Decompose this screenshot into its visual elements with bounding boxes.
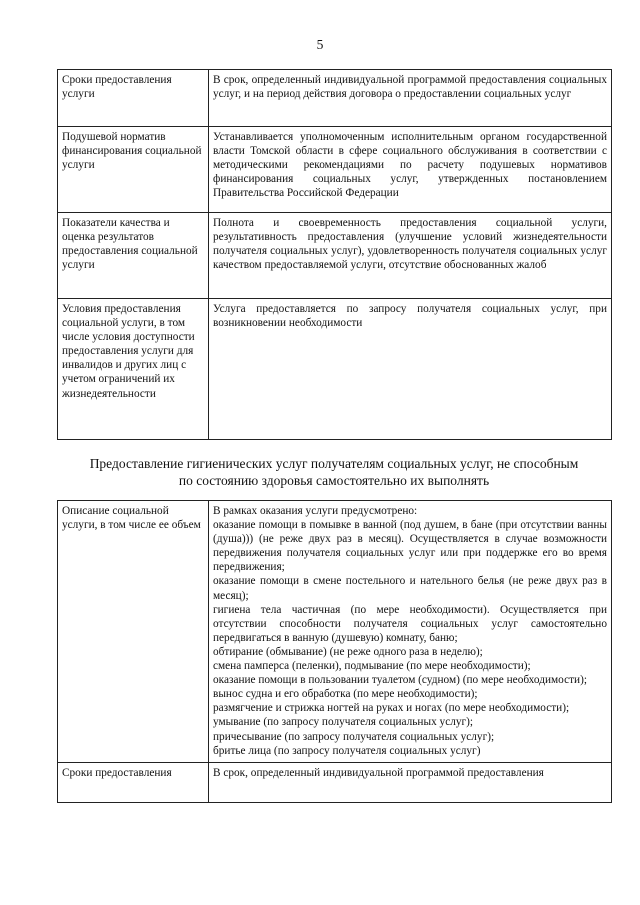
row-label: Сроки предоставления [58,762,209,802]
row-value: Полнота и своевременность предоставления социальной услуги, результативность предоставления (улучшение условий жизнедеятельности получателя социальных услуг), удовлетворенность получателя социальных услуг качеством предоставляемой услуги, отсутствие обоснованных жалоб [209,213,612,299]
section-heading [48,456,620,489]
service-line: обтирание (обмывание) (не реже одного раза в неделю); [213,645,483,658]
row-label: Сроки предоставления услуги [58,70,209,127]
row-label: Описание социальной услуги, в том числе ее объем [58,501,209,763]
table-row [58,299,612,440]
service-line: В рамках оказания услуги предусмотрено: [213,505,418,517]
page-number: 5 [316,37,324,52]
table-row [58,70,612,127]
table-row [58,213,612,299]
service-line: смена памперса (пеленки), подмывание (по мере необходимости); [213,660,531,673]
row-label: Показатели качества и оценка результатов предоставления социальной услуги [58,213,209,299]
service-line: бритье лица (по запросу получателя социальных услуг) [213,744,481,757]
row-value: Устанавливается уполномоченным исполнительным органом государственной власти Томской области в сфере социального обслуживания в соответствии с методическими рекомендациями по расчету подушевых нормативов финансирования социальных услуг, утвержденных постановлением Правительства Российской Федерации [209,127,612,213]
service-line: оказание помощи в пользовании туалетом (судном) (по мере необходимости); [213,674,587,687]
service-line: размягчение и стрижка ногтей на руках и ногах (по мере необходимости); [213,702,570,715]
service-line: гигиена тела частичная (по мере необходимости). Осуществляется при отсутствии способности получателя социальных услуг самостоятельно передвигаться в ванную (душевую) комнату, баню; [213,603,607,644]
table-row [58,127,612,213]
service-table-1 [57,69,612,440]
row-value: В срок, определенный индивидуальной программой предоставления [209,762,612,802]
table-row [58,762,612,802]
service-line: оказание помощи в помывке в ванной (под душем, в бане (при отсутствии ванны (душа))) (не реже двух раз в месяц). Осуществляется в случае возможности передвижения получателя социальных услуг или при поддержке его во время передвижения; [213,519,607,574]
service-line: причесывание (по запросу получателя социальных услуг); [213,730,495,743]
section-heading-line-1: Предоставление гигиенических услуг получателям социальных услуг, не способным [89,456,579,471]
service-line: оказание помощи в смене постельного и нательного белья (не реже двух раз в месяц); [213,575,607,602]
service-line: вынос судна и его обработка (по мере необходимости); [213,688,478,701]
row-value: В срок, определенный индивидуальной программой предоставления социальных услуг, и на период действия договора о предоставлении социальных услуг [209,70,612,127]
section-heading-line-2: по состоянию здоровья самостоятельно их выполнять [178,472,490,488]
service-table-2 [57,500,612,803]
table-row [58,501,612,763]
row-value [209,501,612,763]
service-line: умывание (по запросу получателя социальных услуг); [213,716,474,729]
row-label: Подушевой норматив финансирования социальной услуги [58,127,209,213]
row-label: Условия предоставления социальной услуги, в том числе условия доступности предоставления услуги для инвалидов и других лиц с учетом ограничений их жизнедеятельности [58,299,209,440]
row-value: Услуга предоставляется по запросу получателя социальных услуг, при возникновении необходимости [209,299,612,440]
